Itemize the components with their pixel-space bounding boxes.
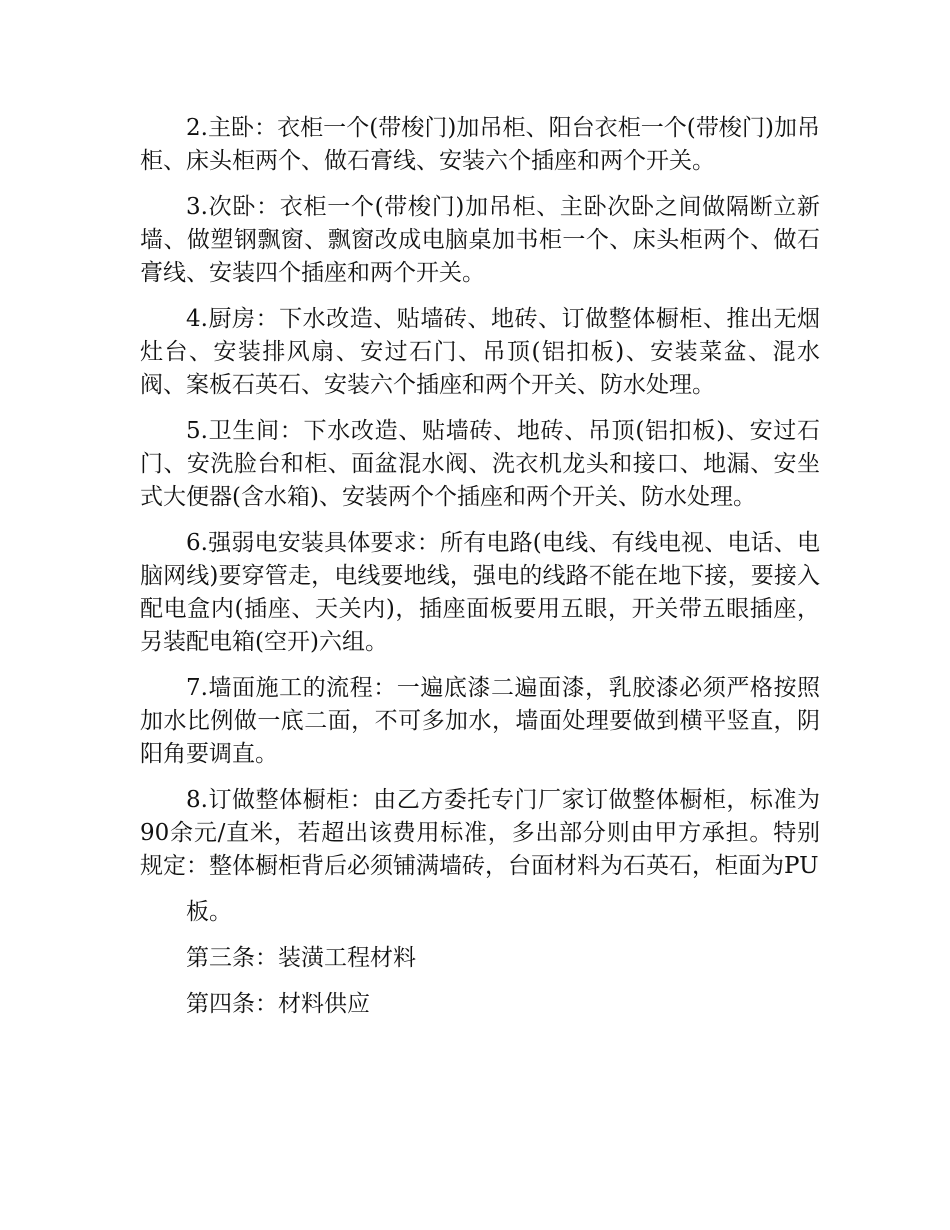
heading-article-three: 第三条：装潢工程材料 [186, 945, 416, 971]
paragraph-wall-process: 7.墙面施工的流程：一遍底漆二遍面漆，乳胶漆必须严格按照加水比例做一底二面，不可多加水，墙面处理要做到横平竖直，阴阳角要调直。 [140, 675, 820, 767]
paragraph-kitchen: 4.厨房：下水改造、贴墙砖、地砖、订做整体橱柜、推出无烟灶台、安装排风扇、安过石门、吊顶(铝扣板)、安装菜盆、混水阀、案板石英石、安装六个插座和两个开关、防水处理。 [140, 306, 820, 398]
paragraph-bathroom: 5.卫生间：下水改造、贴墙砖、地砖、吊顶(铝扣板)、安过石门、安洗脸台和柜、面盆混水阀、洗衣机龙头和接口、地漏、安坐式大便器(含水箱)、安装两个个插座和两个开关、防水处理。 [140, 418, 820, 510]
paragraph-electrical-requirements: 6.强弱电安装具体要求：所有电路(电线、有线电视、电话、电脑网线)要穿管走，电线要地线，强电的线路不能在地下接，要接入配电盒内(插座、天关内)，插座面板要用五眼，开关带五眼插座，另装配电箱(空开)六组。 [140, 530, 820, 655]
document-body [140, 112, 820, 1034]
heading-article-four: 第四条：材料供应 [186, 991, 370, 1017]
paragraph-cabinet-continuation: 板。 [186, 899, 232, 925]
paragraph-custom-cabinets: 8.订做整体橱柜：由乙方委托专门厂家订做整体橱柜，标准为90余元/直米，若超出该费用标准，多出部分则由甲方承担。特别规定：整体橱柜背后必须铺满墙砖，台面材料为石英石，柜面为PU [140, 787, 820, 879]
paragraph-master-bedroom: 2.主卧：衣柜一个(带梭门)加吊柜、阳台衣柜一个(带梭门)加吊柜、床头柜两个、做石膏线、安装六个插座和两个开关。 [140, 115, 820, 174]
paragraph-second-bedroom: 3.次卧：衣柜一个(带梭门)加吊柜、主卧次卧之间做隔断立新墙、做塑钢飘窗、飘窗改成电脑桌加书柜一个、床头柜两个、做石膏线、安装四个插座和两个开关。 [140, 194, 820, 286]
